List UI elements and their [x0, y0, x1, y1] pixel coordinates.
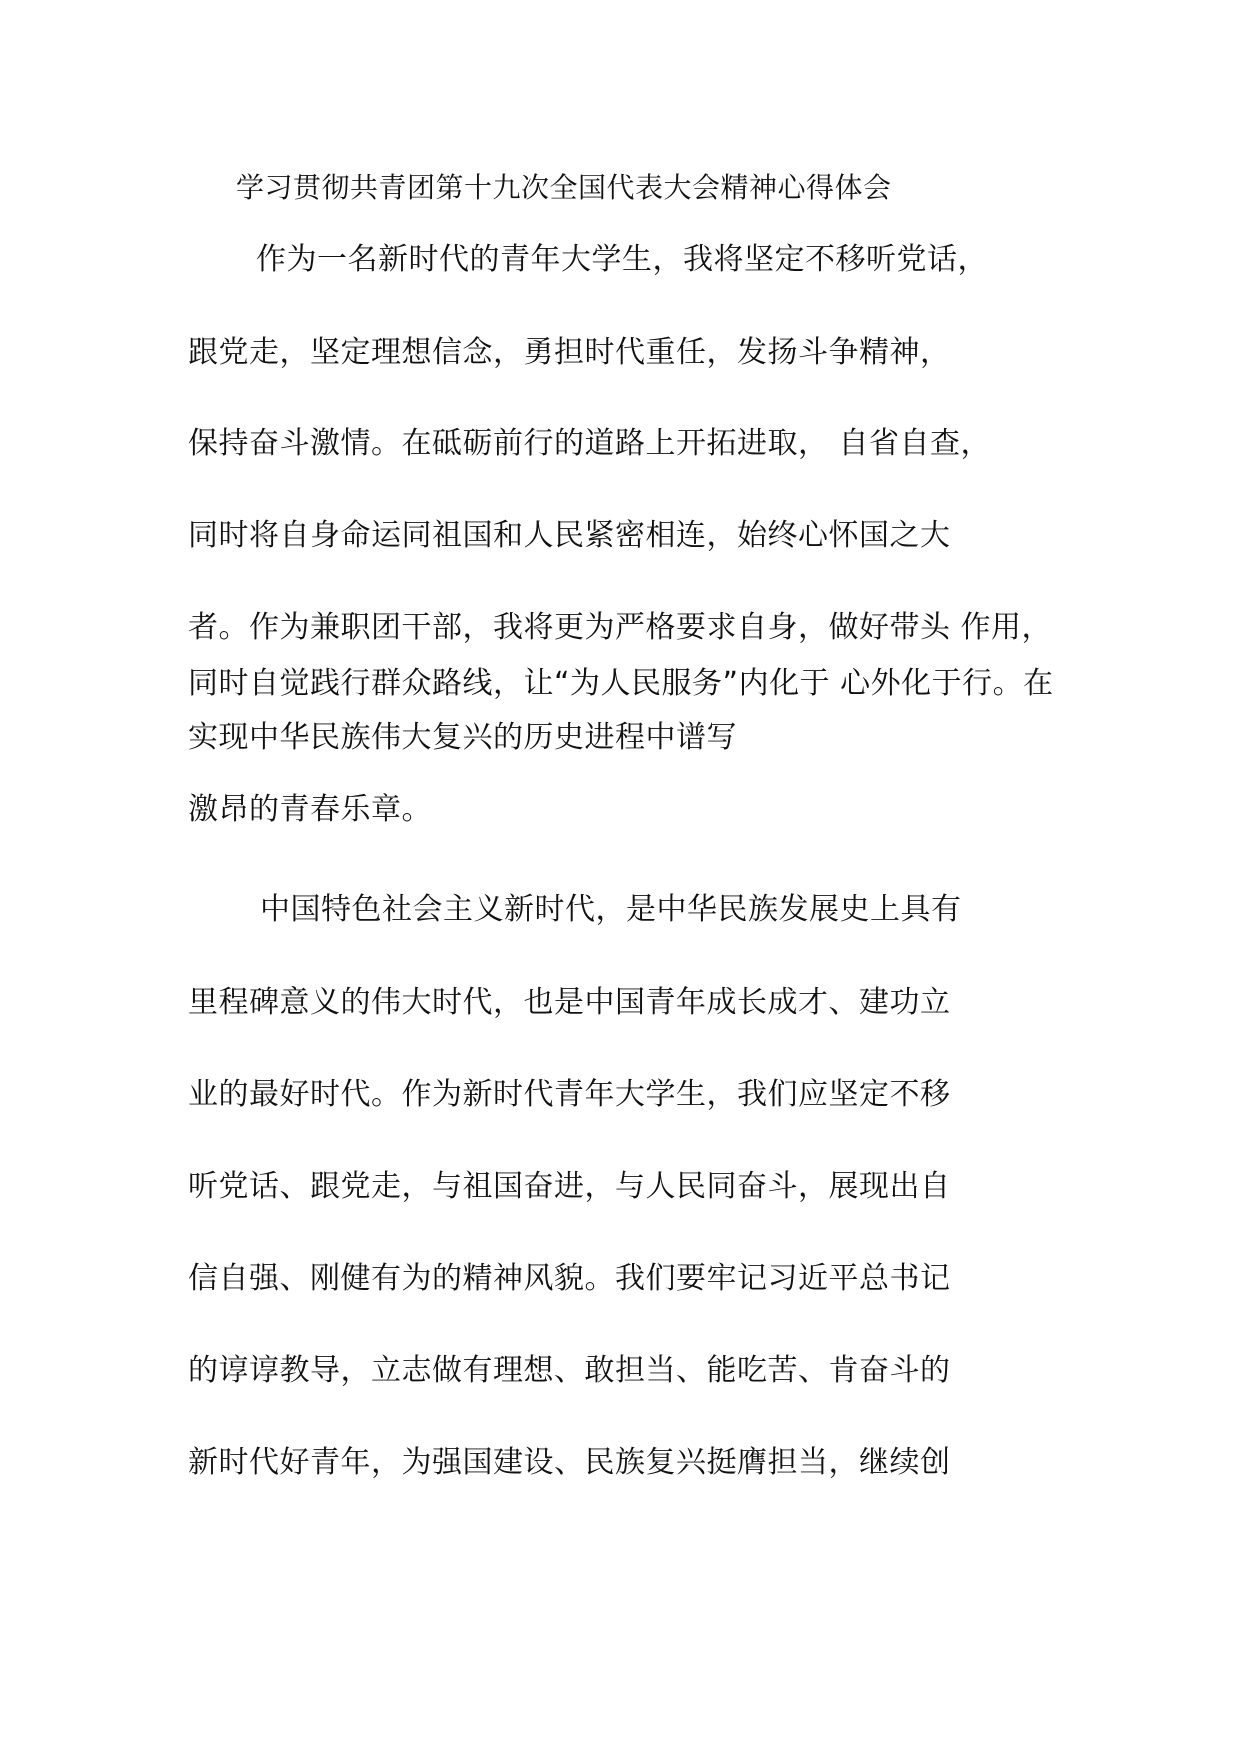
paragraph-1-line-1: 作为一名新时代的青年大学生，我将坚定不移听党话，: [256, 242, 988, 277]
paragraph-1-line-4: 同时将自身命运同祖国和人民紧密相连，始终心怀国之大: [188, 518, 951, 553]
document-title: 学习贯彻共青团第十九次全国代表大会精神心得体会: [236, 171, 892, 204]
paragraph-1-line-8: 激昂的青春乐章。: [188, 792, 432, 827]
paragraph-1-line-6: 同时自觉践行群众路线，让“为人民服务”内化于 心外化于行。在: [188, 666, 1054, 701]
paragraph-2-line-6: 的谆谆教导，立志做有理想、敢担当、能吃苦、肯奋斗的: [188, 1353, 951, 1388]
paragraph-2-line-4: 听党话、跟党走，与祖国奋进，与人民同奋斗，展现出自: [188, 1169, 951, 1204]
paragraph-1-line-5: 者。作为兼职团干部，我将更为严格要求自身，做好带头 作用，: [188, 610, 1053, 645]
paragraph-2-line-1: 中国特色社会主义新时代，是中华民族发展史上具有: [260, 892, 962, 927]
paragraph-2-line-2: 里程碑意义的伟大时代，也是中国青年成长成才、建功立: [188, 985, 951, 1020]
paragraph-2-line-7: 新时代好青年，为强国建设、民族复兴挺膺担当，继续创: [188, 1445, 951, 1480]
paragraph-2-line-3: 业的最好时代。作为新时代青年大学生，我们应坚定不移: [188, 1077, 951, 1112]
paragraph-1-line-2: 跟党走，坚定理想信念，勇担时代重任，发扬斗争精神，: [188, 335, 951, 370]
paragraph-1-line-7: 实现中华民族伟大复兴的历史进程中谱写: [188, 720, 737, 755]
paragraph-2-line-5: 信自强、刚健有为的精神风貌。我们要牢记习近平总书记: [188, 1261, 951, 1296]
paragraph-1-line-3: 保持奋斗激情。在砥砺前行的道路上开拓进取， 自省自查，: [188, 426, 992, 461]
